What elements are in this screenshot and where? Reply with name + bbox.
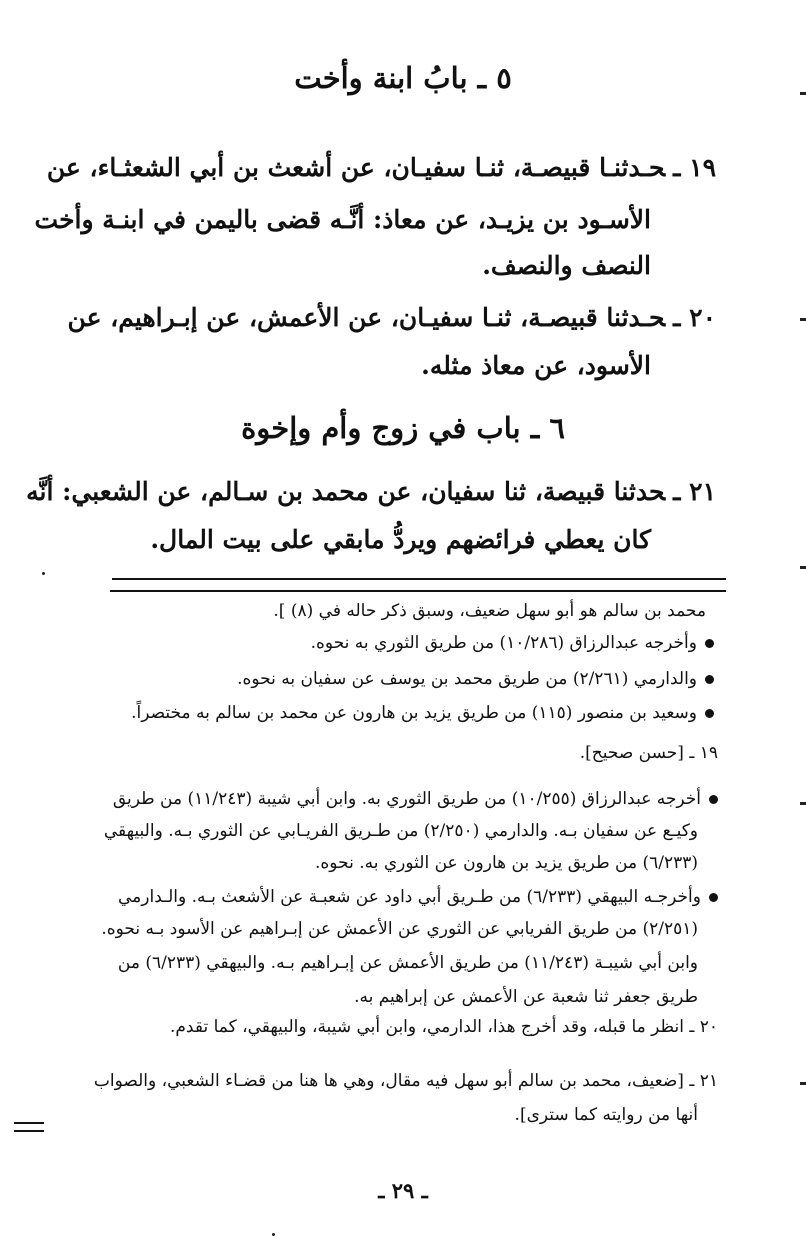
margin-mark	[800, 566, 806, 569]
hadith-19-line-2: الأسـود بن يزيـد، عن معاذ: أنَّـه قضى باليمن في ابنـة وأخت	[34, 205, 651, 234]
bullet-icon	[705, 709, 714, 718]
hadith-20-line-2: الأسود، عن معاذ مثله.	[421, 351, 651, 380]
footnote-bullet-line: والدارمي (٢/٢٦١) من طريق محمد بن يوسف عن سفيان به نحوه.	[237, 666, 714, 692]
double-rule-mark	[14, 1122, 44, 1133]
chapter-6-heading: ٦ ـ باب في زوج وأم وإخوة	[241, 411, 565, 445]
footnote-line: وكيـع عن سفيان بـه. والدارمي (٢/٢٥٠) من طـريق الفريـابي عن الثوري بـه. والبيهقي	[103, 821, 698, 841]
footnote-bullet-line: وأخرجـه البيهقي (٦/٢٣٣) من طـريق أبي داود عن شعبـة عن الأشعث بـه. والـدارمي	[118, 884, 718, 910]
ink-speck	[272, 1233, 275, 1236]
margin-mark	[800, 318, 806, 321]
footnote-bullet-line: وسعيد بن منصور (١١٥) من طريق يزيد بن هارون عن محمد بن سالم به مختصراً.	[131, 700, 714, 726]
bullet-icon	[709, 893, 718, 902]
footnote-bullet-line: وأخرجه عبدالرزاق (١٠/٢٨٦) من طريق الثوري به نحوه.	[311, 630, 714, 656]
chapter-5-heading: ٥ ـ بابُ ابنة وأخت	[294, 61, 512, 95]
margin-mark	[800, 1082, 806, 1085]
page-number: ـ ٢٩ ـ	[378, 1178, 428, 1203]
bullet-icon	[709, 795, 718, 804]
footnote-line: (٢/٢٥١) من طريق الفريابي عن الثوري عن الأعمش عن إبـراهيم عن الأسود بـه نحوه.	[101, 919, 698, 939]
hadith-19-line-1: ١٩ ـحـدثنـا قبيصـة، ثنـا سفيـان، عن أشعث بن أبي الشعثـاء، عن	[46, 153, 716, 182]
footnote-19-heading: ١٩ ـ [حسن صحيح].	[579, 743, 718, 763]
footnote-line: محمد بن سالم هو أبو سهل ضعيف، وسبق ذكر حاله في (٨) ].	[273, 601, 706, 621]
hadith-21-line-1: ٢١ ـحدثنا قبيصة، ثنا سفيان، عن محمد بن سـالم، عن الشعبي: أنَّه	[26, 477, 716, 506]
ink-speck	[42, 572, 45, 575]
footnote-separator-underline	[110, 590, 726, 592]
margin-mark	[800, 92, 806, 95]
hadith-20-line-1: ٢٠ ـحـدثنا قبيصـة، ثنـا سفيـان، عن الأعمش، عن إبـراهيم، عن	[67, 303, 716, 332]
bullet-icon	[705, 639, 714, 648]
footnote-line: (٦/٢٣٣) من طريق يزيد بن هارون عن الثوري به. نحوه.	[315, 853, 698, 873]
footnote-bullet-line: أخرجه عبدالرزاق (١٠/٢٥٥) من طريق الثوري به. وابن أبي شيبة (١١/٢٤٣) من طريق	[113, 786, 718, 812]
hadith-19-number: ١٩ ـ	[673, 153, 716, 182]
hadith-21-line-2: كان يعطي فرائضهم ويردُّ مابقي على بيت المال.	[150, 525, 651, 554]
footnote-21-line: ٢١ ـ [ضعيف، محمد بن سالم أبو سهل فيه مقال، وهي ها هنا من قضـاء الشعبي، والصواب	[93, 1071, 718, 1091]
hadith-21-number: ٢١ ـ	[673, 477, 716, 506]
hadith-19-line-3: النصف والنصف.	[482, 251, 651, 280]
bullet-icon	[705, 675, 714, 684]
footnote-line: طريق جعفر ثنا شعبة عن الأعمش عن إبراهيم به.	[354, 987, 698, 1007]
hadith-20-number: ٢٠ ـ	[673, 303, 716, 332]
footnote-line: وابن أبي شيبـة (١١/٢٤٣) من طريق الأعمش عن إبـراهيم بـه. والبيهقي (٦/٢٣٣) من	[117, 953, 698, 973]
footnote-line: أنها من روايته كما سترى].	[514, 1105, 698, 1125]
footnote-separator	[112, 578, 726, 580]
footnote-20-line: ٢٠ ـ انظر ما قبله، وقد أخرج هذا، الدارمي، وابن أبي شيبة، والبيهقي، كما تقدم.	[170, 1017, 718, 1037]
margin-mark	[800, 802, 806, 805]
